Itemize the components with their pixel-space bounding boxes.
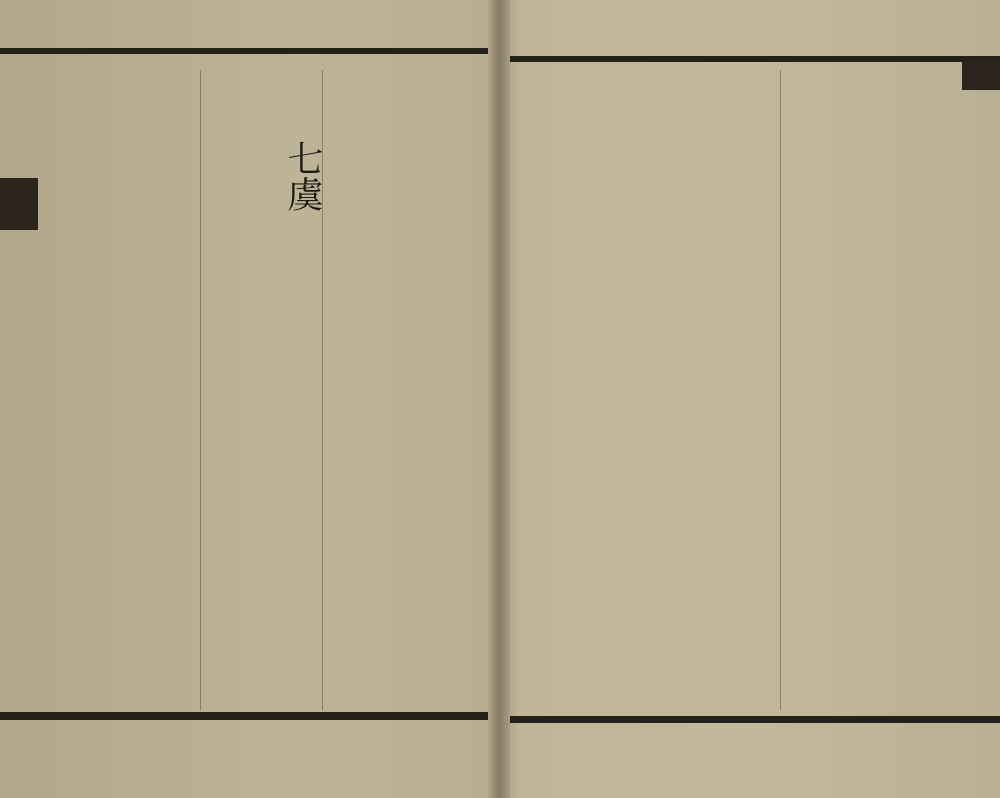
column-separator xyxy=(200,70,201,710)
right-page-column-5 xyxy=(705,78,749,700)
left-page-column-2 xyxy=(380,78,424,700)
right-page-column-6 xyxy=(660,78,704,700)
left-page-column-1 xyxy=(430,78,474,700)
section-heading: 七虞 xyxy=(282,140,323,212)
left-page-column-6 xyxy=(90,78,134,700)
right-page-column-7 xyxy=(608,78,652,700)
right-page-column-1 xyxy=(930,78,974,700)
left-page-column-5 xyxy=(150,78,194,700)
right-page-column-2 xyxy=(880,78,924,700)
bottom-rule-right xyxy=(510,716,1000,723)
page-edge-tab-left xyxy=(0,178,38,230)
book-gutter xyxy=(488,0,510,798)
right-page-column-3 xyxy=(820,78,864,700)
bottom-rule-left xyxy=(0,712,488,720)
top-rule-left xyxy=(0,48,488,54)
top-rule-right xyxy=(510,56,1000,62)
right-page-column-8 xyxy=(560,78,604,700)
left-page-column-3 xyxy=(335,78,379,700)
page-edge-tab-right xyxy=(962,60,1000,90)
right-page-column-4 xyxy=(760,140,804,260)
left-page-column-4 xyxy=(230,78,274,700)
column-separator xyxy=(780,70,781,710)
column-separator xyxy=(322,70,323,710)
right-page-column-9 xyxy=(515,78,559,700)
